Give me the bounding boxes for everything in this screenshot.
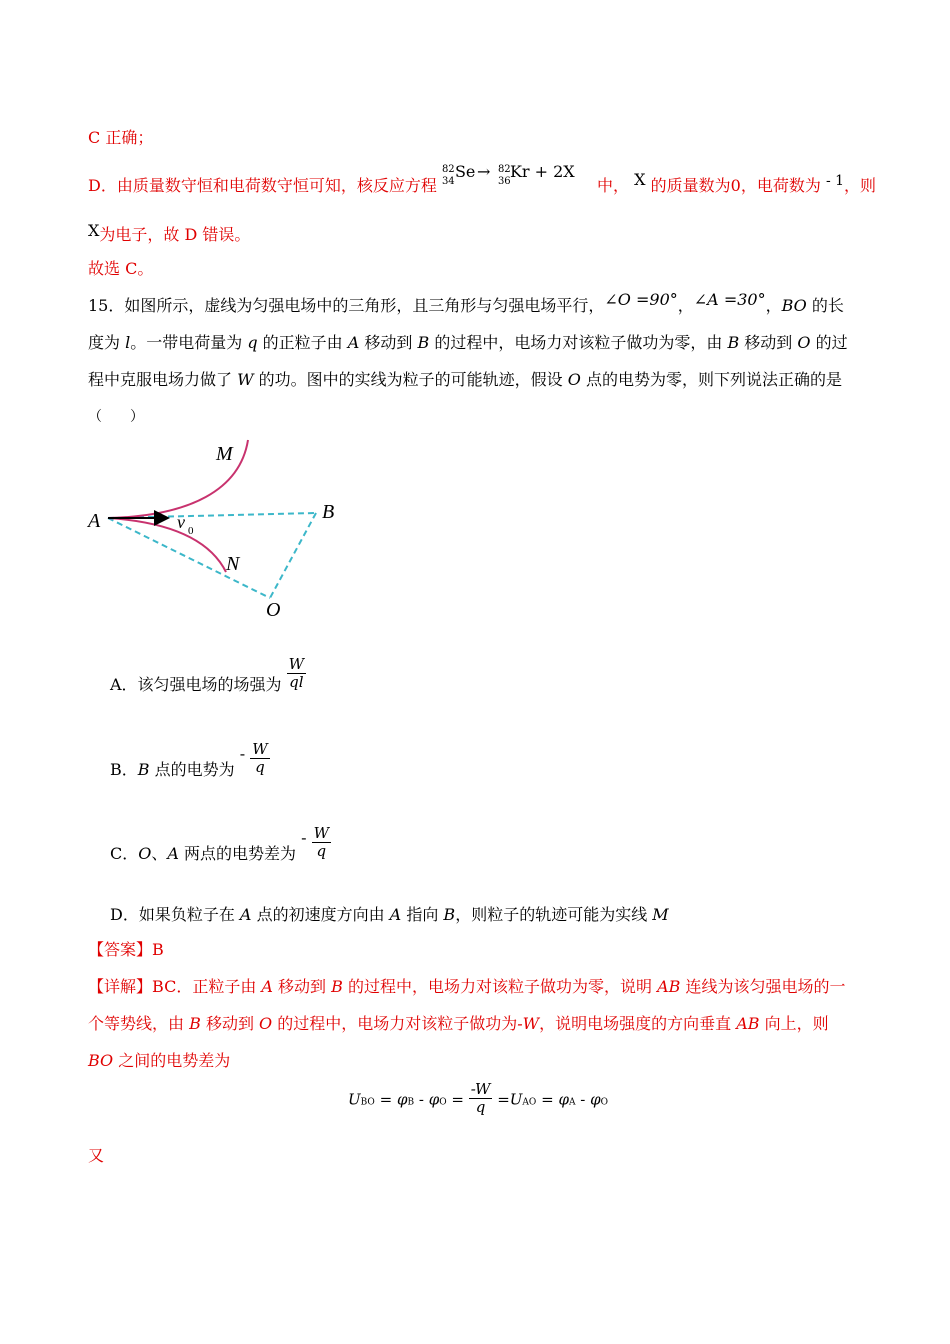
label-v-sub: 0 [188,525,194,537]
label-a: A [88,510,101,532]
prev-choose: 故选 C。 [88,259,154,278]
answer-label: 【答案】B [88,940,164,959]
option-c: C．O、A 两点的电势差为 - $\frac{W}{q}$ [110,824,330,863]
option-a: A．该匀强电场的场强为 $\frac{W}{ql}$ [110,655,305,694]
q15-line-1: 15．如图所示，虚线为匀强电场中的三角形，且三角形与匀强电场平行，∠O =90°，∠A =30°，BO 的长 [88,290,844,315]
detail-line-1: 【详解】BC．正粒子由 A 移动到 B 的过程中，电场力对该粒子做功为零，说明 AB 连线为该匀强电场的一 [88,977,846,996]
prev-d-line-2: X为电子，故 D 错误。 [88,221,251,244]
label-n: N [226,553,240,575]
detail-line-3: BO 之间的电势差为 [88,1051,231,1070]
nuclear-equation: 82 34 Se → 82 36 Kr + 2X [441,162,575,187]
detail-you: 又 [88,1146,105,1165]
q15-line-2: 度为 l。一带电荷量为 q 的正粒子由 A 移动到 B 的过程中，电场力对该粒子做功为零，由 B 移动到 O 的过 [88,333,848,352]
label-b: B [322,501,335,523]
label-v: v [177,512,185,532]
q15-line-3: 程中克服电场力做了 W 的功。图中的实线为粒子的可能轨迹，假设 O 点的电势为零，则下列说法正确的是 [88,370,842,389]
option-d: D．如果负粒子在 A 点的初速度方向由 A 指向 B，则粒子的轨迹可能为实线 M [110,905,669,924]
prev-c-correct: C 正确； [88,128,154,147]
field-triangle-figure [80,430,360,630]
prev-d-line: D．由质量数守恒和电荷数守恒可知，核反应方程 82 34 Se → 82 36 Kr + 2X 中， X 的质量数为0，电荷数为 - 1，则 [88,162,877,195]
label-m: M [216,443,233,465]
segment-bo [270,513,316,598]
q15-paren: （ ） [88,409,144,425]
label-o: O [266,599,281,621]
trajectory-n [108,518,226,572]
option-b: B．B 点的电势为 - $\frac{W}{q}$ [110,740,268,779]
detail-line-2: 个等势线，由 B 移动到 O 的过程中，电场力对该粒子做功为-W，说明电场强度的方向垂直 AB 向上，则 [88,1014,829,1033]
potential-difference-equation: UBO = φB - φO = $\frac{-W}{q}$ =UAO = φA - φO [348,1080,608,1116]
